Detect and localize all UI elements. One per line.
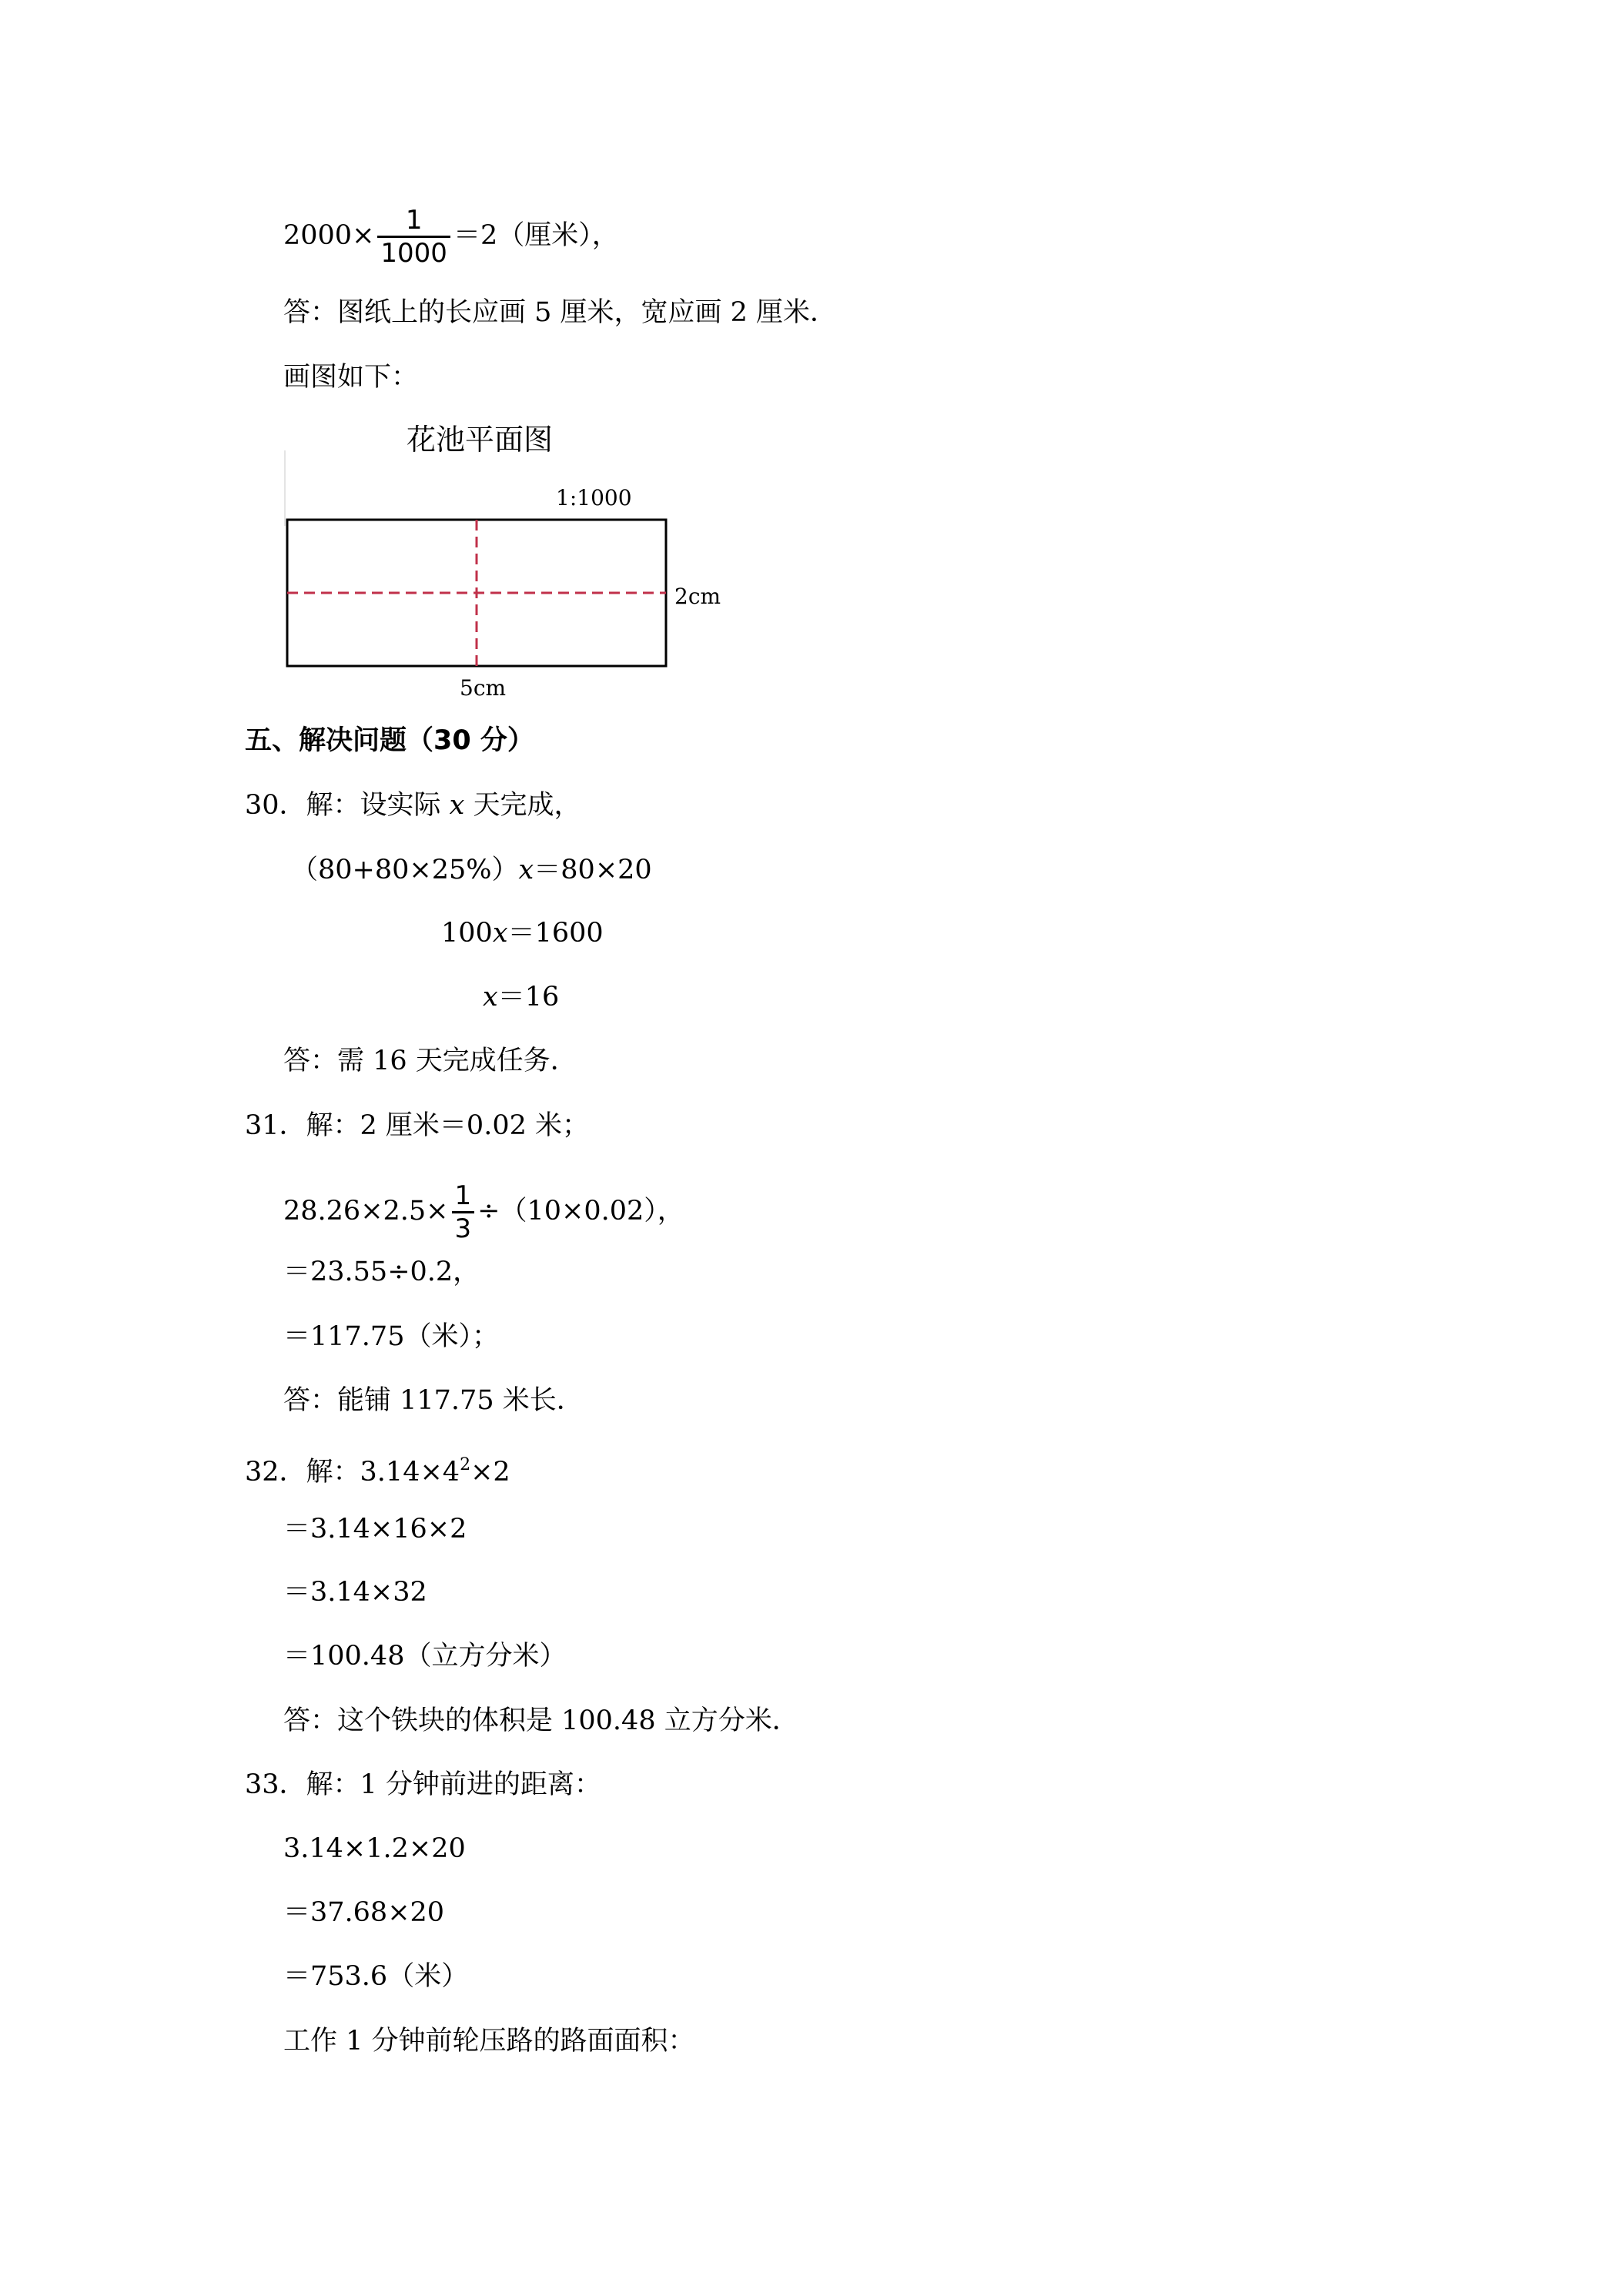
q30-head: 30．解：设实际 x 天完成， (245, 790, 581, 821)
figure-title: 花池平面图 (407, 423, 554, 457)
q30-equation-2: 100x＝1600 (441, 918, 604, 949)
fraction-1-3: $\frac{1}{3}$ (452, 1180, 475, 1244)
q31-head: 31．解：2 厘米＝0.02 米； (245, 1110, 589, 1141)
q33-equation-2: ＝37.68×20 (283, 1897, 445, 1928)
q31-equation-3: ＝117.75（米）； (283, 1321, 499, 1352)
q33-equation-3: ＝753.6（米） (283, 1961, 469, 1992)
calc-prefix: 2000× (283, 220, 375, 251)
q30-equation-1: （80+80×25%）x＝80×20 (291, 855, 652, 885)
figure-width-label: 2cm (674, 584, 721, 609)
q33-head: 33．解：1 分钟前进的距离： (245, 1769, 601, 1800)
q32-equation-3: ＝100.48（立方分米） (283, 1641, 567, 1672)
answer-line-drawing: 答：图纸上的长应画 5 厘米，宽应画 2 厘米． (283, 297, 838, 328)
figure-scale-label: 1:1000 (556, 485, 632, 510)
drawing-intro: 画图如下： (283, 362, 419, 393)
fraction-1-1000: $\frac{1}{1000}$ (377, 205, 450, 269)
q32-equation-1: ＝3.14×16×2 (283, 1514, 467, 1545)
q32-equation-2: ＝3.14×32 (283, 1577, 427, 1608)
q31-answer: 答：能铺 117.75 米长． (283, 1385, 584, 1416)
calc-suffix: ＝2（厘米）， (453, 220, 619, 251)
q33-equation-1: 3.14×1.2×20 (283, 1833, 466, 1864)
section-heading: 五、解决问题（30 分） (245, 725, 534, 756)
q30-answer: 答：需 16 天完成任务． (283, 1046, 577, 1076)
q31-equation-2: ＝23.55÷0.2， (283, 1257, 480, 1287)
q32-answer: 答：这个铁块的体积是 100.48 立方分米． (283, 1705, 799, 1736)
figure-length-label: 5cm (460, 675, 507, 701)
q33-next-step: 工作 1 分钟前轮压路的路面面积： (283, 2026, 695, 2057)
q32-head: 32．解：$3.14\times 4^2\times 2$ (245, 1455, 510, 1488)
q30-equation-3: x＝16 (483, 982, 560, 1012)
q31-equation-1: 28.26×2.5× $\frac{1}{3}$ ÷（10×0.02）， (283, 1180, 684, 1244)
